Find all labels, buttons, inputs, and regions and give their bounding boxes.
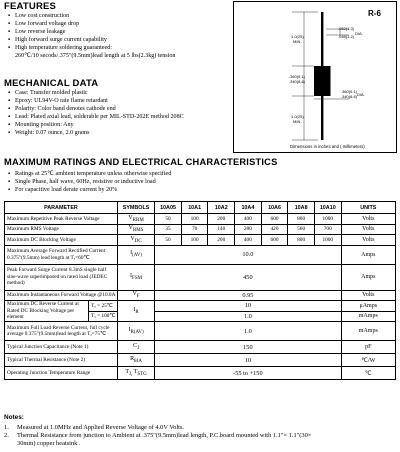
dimensions-caption: Dimensions in inches and ( millimeters) (290, 144, 365, 149)
param-cell: Maximum Instantaneous Forward Voltage @10.0A (5, 290, 118, 301)
ratings-condition: ▪ Ratings at 25℃ ambient temperature unless otherwise specified (4, 170, 171, 178)
symbol-cell: $V_{RRM}$ (117, 214, 154, 225)
feature-item: ▪ High temperature soldering guaranteed: (4, 44, 229, 52)
param-cell: Typical Thermal Resistance (Note 2) (5, 354, 118, 367)
value-cell: 200 (208, 235, 235, 246)
table-row-vf (5, 290, 396, 301)
param-cell: Maximum RMS Voltage (5, 224, 118, 235)
value-cell: 560 (288, 224, 315, 235)
table-header-row (5, 202, 396, 214)
value-cell: 35 (155, 224, 182, 235)
mechanical-item: ▪ Weight: 0.07 ounce, 2.0 grams (4, 129, 229, 137)
lead-dia-label: DIA. (355, 31, 363, 36)
value-cell: 10 (155, 301, 341, 312)
symbol-cell: $R_{\theta JA}$ (117, 354, 154, 367)
symbol-cell: $I_{R(AV)}$ (117, 322, 154, 341)
mechanical-item: ▪ Polarity: Color band denotes cathode end (4, 105, 229, 113)
header-symbols: SYMBOLS (117, 202, 154, 214)
table-row-vrrm (5, 214, 396, 225)
note-2 (4, 432, 396, 440)
mechanical-data-list (4, 89, 229, 137)
header-10a10: 10A10 (314, 202, 341, 214)
note-text: Thermal Resistance from junction to Ambient at .375"(9.5mm)lead length, P.C.board mounted with 1.1"× 1.1"(30× (17, 432, 312, 439)
ratings-conditions-list (4, 170, 171, 194)
table-row-vrms (5, 224, 396, 235)
header-10a6: 10A6 (261, 202, 288, 214)
body-dia-min: .340(8.6) (341, 94, 358, 99)
body-length-max: .360(9.1) (289, 74, 306, 79)
unit-cell: pF (341, 341, 395, 354)
table-row-ifsm (5, 264, 396, 290)
param-cell: Peak Forward Surge Current 8.3mS single half sine-wave superimposed on rated load (JEDEC method) (5, 264, 118, 290)
unit-cell: mAmps (341, 311, 395, 322)
header-10a8: 10A8 (288, 202, 315, 214)
value-cell: 280 (235, 224, 262, 235)
value-cell: 10 (155, 354, 341, 367)
ratings-heading: MAXIMUM RATINGS AND ELECTRICAL CHARACTERISTICS (4, 157, 278, 167)
value-cell: 600 (261, 235, 288, 246)
unit-cell: Volts (341, 214, 395, 225)
unit-cell: Volts (341, 235, 395, 246)
symbol-cell: $V_{RMS}$ (117, 224, 154, 235)
table-row-cj (5, 341, 396, 354)
value-cell: 1000 (314, 214, 341, 225)
param-cell: Maximum Repetitive Peak Reverse Voltage (5, 214, 118, 225)
note-2-continuation: 30mm) copper heatsink . (17, 440, 81, 447)
header-units: UNITS (341, 202, 395, 214)
table-row-iav (5, 245, 396, 264)
symbol-cell: $I_R$ (117, 301, 154, 322)
top-lead-length: 1.0(25) (291, 34, 304, 39)
diode-body (314, 66, 331, 96)
lead-width-min: .048(1.2) (338, 34, 355, 39)
unit-cell: Volts (341, 224, 395, 235)
top-lead-length-min: MIN. (293, 39, 302, 44)
unit-cell: Amps (341, 245, 395, 264)
symbol-cell: $V_F$ (117, 290, 154, 301)
header-10a05: 10A05 (155, 202, 182, 214)
value-cell: 700 (314, 224, 341, 235)
value-cell: 400 (235, 235, 262, 246)
mechanical-item: ▪ Epoxy: UL94V-O rate flame retardant (4, 97, 229, 105)
value-cell: 1000 (314, 235, 341, 246)
body-dia-max: .360(9.1) (341, 89, 358, 94)
unit-cell: mAmps (341, 322, 395, 341)
features-list (4, 12, 229, 60)
param-cell: Maximum Average Forward Rectified Current 0.375"(9.5mm) lead length at Tₐ=60℃ (5, 245, 118, 264)
package-outline-drawing (234, 2, 396, 152)
ratings-table (4, 201, 396, 380)
features-heading: FEATURES (4, 1, 57, 12)
symbol-cell: $T_{J,}$ $T_{STG}$ (117, 367, 154, 380)
mechanical-data-heading: MECHANICAL DATA (4, 78, 99, 89)
package-code: R-6 (368, 9, 381, 18)
mechanical-item: ▪ Lead: Plated axial lead, solderable per MIL-STD-202E method 208C (4, 113, 229, 121)
table-row-tj (5, 367, 396, 380)
note-number: 1. (4, 424, 9, 431)
value-cell: 1.0 (155, 322, 341, 341)
feature-item: ▪ Low forward voltage drop (4, 20, 229, 28)
condition-cell: Tₐ = 25℃ (89, 301, 118, 312)
value-cell: 50 (155, 214, 182, 225)
header-10a4: 10A4 (235, 202, 262, 214)
header-10a1: 10A1 (181, 202, 208, 214)
feature-soldering-detail: 260℃/10 secods/.375"(9.5mm)lead length at 5 lbs(2.3kg) tension (15, 53, 176, 59)
value-cell: 800 (288, 235, 315, 246)
body-length-min: .340(8.6) (289, 79, 306, 84)
table-row-vdc (5, 235, 396, 246)
note-number: 2. (4, 432, 9, 439)
ratings-condition: ▪ For capacitive load derate current by 20% (4, 186, 171, 194)
value-cell: 0.95 (155, 290, 341, 301)
header-10a2: 10A2 (208, 202, 235, 214)
value-cell: 420 (261, 224, 288, 235)
mechanical-item: ▪ Mounting position: Any (4, 121, 229, 129)
table-row-rth (5, 354, 396, 367)
unit-cell: Amps (341, 264, 395, 290)
condition-cell: Tₐ = 100℃ (89, 311, 118, 322)
symbol-cell: $V_{DC}$ (117, 235, 154, 246)
header-parameter: PARAMETER (5, 202, 118, 214)
bottom-lead-length: 1.0(25) (291, 114, 304, 119)
table-row-irav (5, 322, 396, 341)
value-cell: 800 (288, 214, 315, 225)
mechanical-item: ▪ Case: Transfer molded plastic (4, 89, 229, 97)
value-cell: 450 (155, 264, 341, 290)
value-cell: 100 (181, 235, 208, 246)
notes-heading: Notes: (4, 414, 24, 421)
value-cell: -55 to +150 (155, 367, 341, 380)
notes-list (4, 424, 396, 448)
unit-cell: ℃ (341, 367, 395, 380)
value-cell: 150 (155, 341, 341, 354)
feature-item: ▪ Low reverse leakage (4, 28, 229, 36)
note-1 (4, 424, 396, 432)
feature-item: ▪ Low cost construction (4, 12, 229, 20)
ratings-condition: ▪ Single Phase, half wave, 60Hz, resistive or inductive load (4, 178, 171, 186)
param-cell: Operating Junction Temperature Range (5, 367, 118, 380)
value-cell: 50 (155, 235, 182, 246)
table-row-ir-25 (5, 301, 396, 312)
unit-cell: ℃/W (341, 354, 395, 367)
symbol-cell: $I_{(AV)}$ (117, 245, 154, 264)
value-cell: 10.0 (155, 245, 341, 264)
bottom-lead-length-min: MIN. (293, 119, 302, 124)
value-cell: 70 (181, 224, 208, 235)
value-cell: 600 (261, 214, 288, 225)
param-cell: Maximum DC Reverse Current at Rated DC Blocking Voltage per element (5, 301, 89, 322)
symbol-cell: $I_{FSM}$ (117, 264, 154, 290)
param-cell: Typical Junction Capacitance (Note 1) (5, 341, 118, 354)
bottom-lead (321, 96, 323, 140)
value-cell: 400 (235, 214, 262, 225)
package-diagram (233, 1, 397, 153)
value-cell: 200 (208, 214, 235, 225)
body-dia-label: DIA. (357, 92, 365, 97)
param-cell: Maximum Full Load Reverse Current, full cycle average 0.375"(9.5mm)lead length at Tₐ=75℃ (5, 322, 118, 341)
feature-item: ▪ High forward surge current capability (4, 36, 229, 44)
unit-cell: μAmps (341, 301, 395, 312)
note-text: Measured at 1.0MHz and Applied Reverse Voltage of 4.0V Volts. (17, 424, 184, 431)
value-cell: 100 (181, 214, 208, 225)
value-cell: 140 (208, 224, 235, 235)
unit-cell: Volts (341, 290, 395, 301)
top-lead (321, 12, 323, 66)
lead-width-max: .052(1.3) (338, 26, 355, 31)
symbol-cell: $C_J$ (117, 341, 154, 354)
param-cell: Maximum DC Blocking Voltage (5, 235, 118, 246)
value-cell: 1.0 (155, 311, 341, 322)
